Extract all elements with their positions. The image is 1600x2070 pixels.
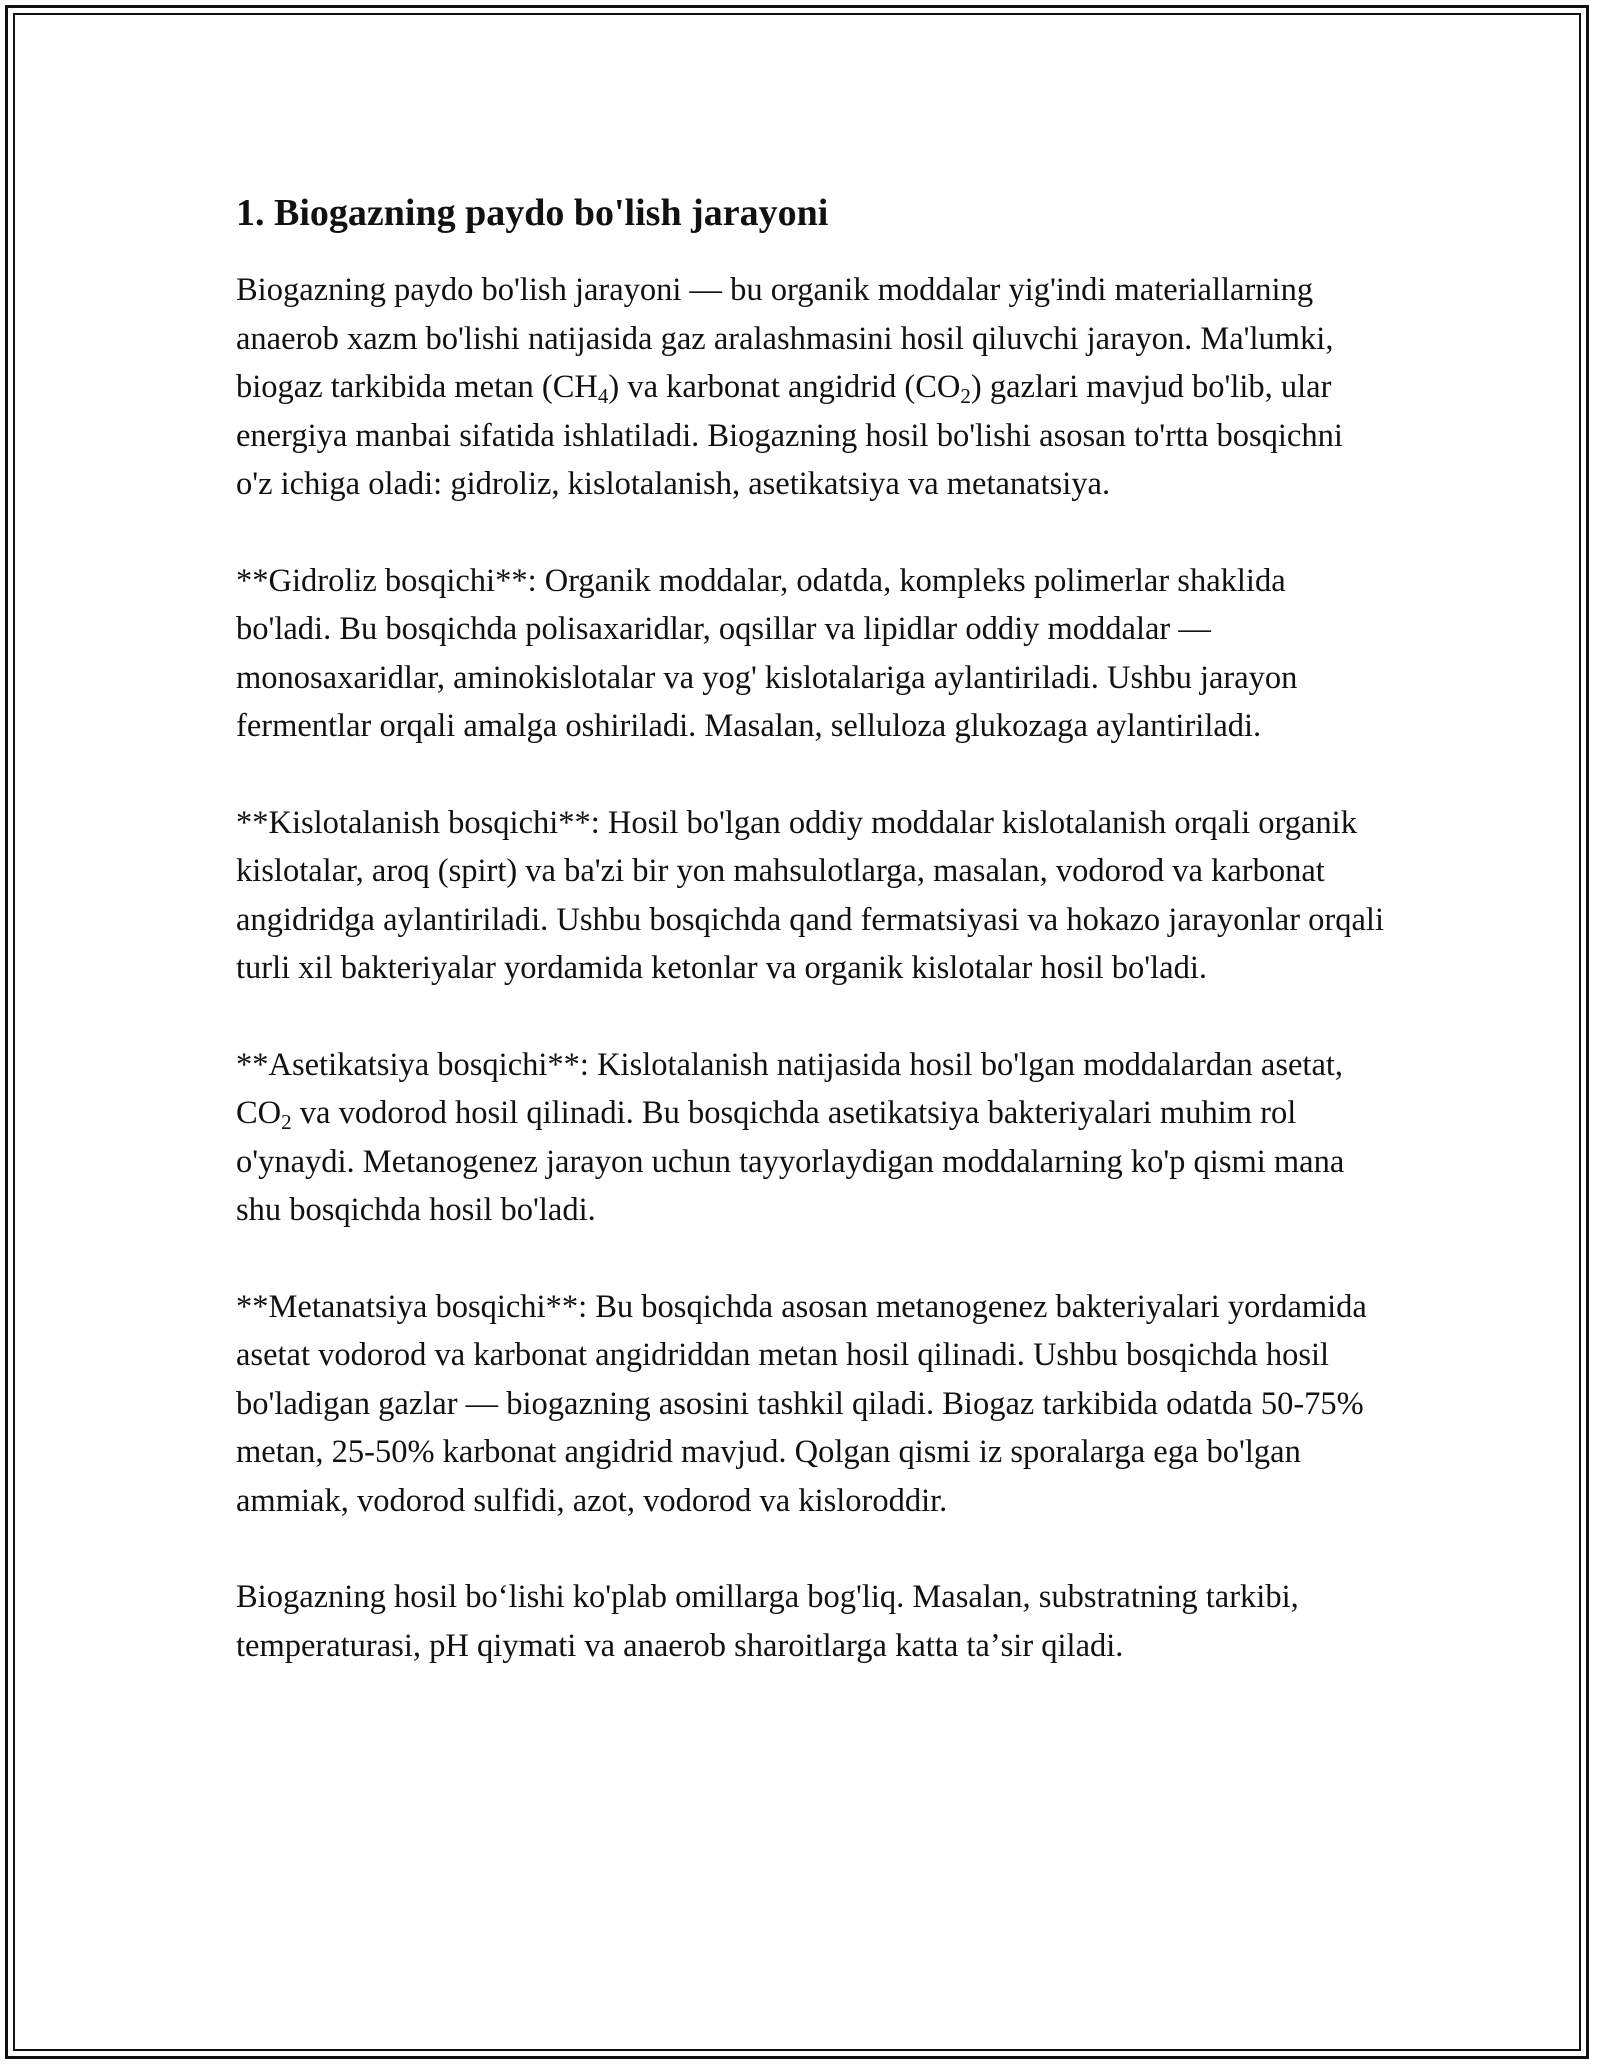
paragraph-factors: Biogazning hosil boʻlishi ko'plab omillarga bog'liq. Masalan, substratning tarkibi, temperaturasi, pH qiymati va anaerob sharoitlarga katta taʼsir qiladi.: [236, 1579, 1299, 1664]
acetogenesis-subscript-co2: 2: [281, 1110, 292, 1134]
intro-text-3: ) gazlari mavjud bo'lib, ular energiya manbai sifatida ishlatiladi. Biogazning hosil bo'lishi asosan to'rtta bosqichni o'z ichiga oladi: gidroliz, kislotalanish, asetikatsiya va metanatsiya.: [236, 369, 1343, 502]
paragraph-acidification: **Kislotalanish bosqichi**: Hosil bo'lgan oddiy moddalar kislotalanish orqali organik kislotalar, aroq (spirt) va ba'zi bir yon mahsulotlarga, masalan, vodorod va karbonat angidridga aylantiriladi. Ushbu bosqichda qand fermatsiyasi va hokazo jarayonlar orqali turli xil bakteriyalar yordamida ketonlar va organik kislotalar hosil bo'ladi.: [236, 804, 1384, 986]
document-body: [236, 186, 1386, 1718]
section-heading: 1. Biogazning paydo bo'lish jarayoni: [236, 192, 829, 234]
paragraph-methanation: **Metanatsiya bosqichi**: Bu bosqichda asosan metanogenez bakteriyalari yordamida asetat vodorod va karbonat angidriddan metan hosil qilinadi. Ushbu bosqichda hosil bo'ladigan gazlar — biogazning asosini tashkil qiladi. Biogaz tarkibida odatda 50-75% metan, 25-50% karbonat angidrid mavjud. Qolgan qismi iz sporalarga ega bo'lgan ammiak, vodorod sulfidi, azot, vodorod va kisloroddir.: [236, 1288, 1367, 1519]
paragraph-hydrolysis: **Gidroliz bosqichi**: Organik moddalar, odatda, kompleks polimerlar shaklida bo'ladi. Bu bosqichda polisaxaridlar, oqsillar va lipidlar oddiy moddalar — monosaxaridlar, aminokislotalar va yog' kislotalariga aylantiriladi. Ushbu jarayon fermentlar orqali amalga oshiriladi. Masalan, selluloza glukozaga aylantiriladi.: [236, 562, 1298, 744]
paragraph-acetogenesis: [236, 1041, 1386, 1235]
intro-text-1: Biogazning paydo bo'lish jarayoni — bu organik moddalar yig'indi materiallarning anaerob xazm bo'lishi natijasida gaz aralashmasini hosil qiluvchi jarayon. Ma'lumki, biogaz tarkibida metan (CH: [236, 272, 1334, 405]
acetogenesis-text-1: **Asetikatsiya bosqichi**: Kislotalanish natijasida hosil bo'lgan moddalardan asetat, CO: [236, 1046, 1344, 1131]
intro-subscript-co2: 2: [960, 384, 971, 408]
intro-text-2: ) va karbonat angidrid (CO: [608, 369, 961, 405]
paragraph-intro: [236, 266, 1386, 509]
acetogenesis-text-2: va vodorod hosil qilinadi. Bu bosqichda asetikatsiya bakteriyalari muhim rol o'ynaydi. Metanogenez jarayon uchun tayyorlaydigan moddalarning ko'p qismi mana shu bosqichda hosil bo'ladi.: [236, 1095, 1345, 1228]
intro-subscript-ch4: 4: [597, 384, 609, 408]
